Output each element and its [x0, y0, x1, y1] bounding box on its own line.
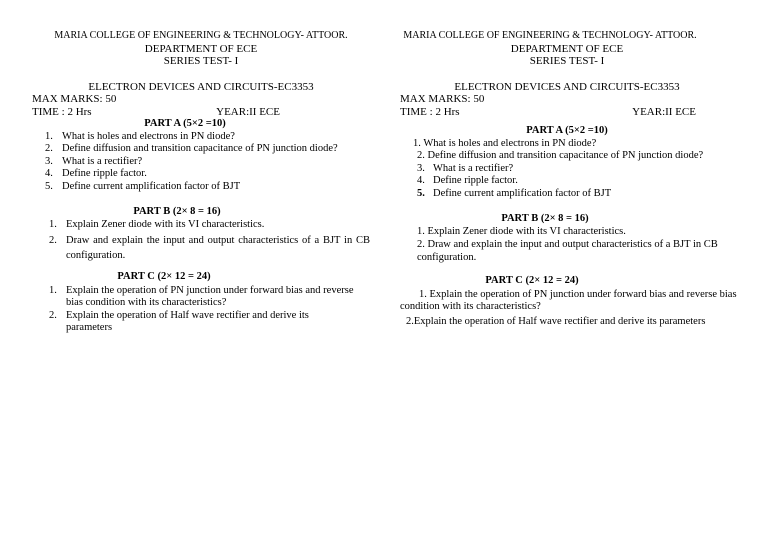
- item-number: 1.: [413, 137, 421, 149]
- exam-time: TIME : 2 Hrs: [400, 105, 460, 118]
- list-item: [32, 168, 370, 181]
- test-name: SERIES TEST- I: [163, 55, 239, 67]
- item-text: What is a rectifier?: [62, 155, 143, 167]
- part-a-title: PART A (5×2 =10): [144, 118, 226, 129]
- item-text: Define diffusion and transition capacitance of PN junction diode?: [427, 150, 704, 161]
- list-item: [32, 131, 370, 144]
- list-item: [400, 175, 740, 188]
- part-c-list: [400, 289, 740, 329]
- part-a-list: [400, 138, 740, 201]
- item-text: Explain Zener diode with its VI characteristics.: [66, 218, 265, 230]
- part-a-title: PART A (5×2 =10): [526, 125, 608, 136]
- item-number: 1.: [49, 218, 57, 230]
- time-year-row: [32, 106, 280, 119]
- item-number: 4.: [417, 175, 425, 186]
- item-number: 5.: [417, 187, 425, 199]
- list-item: [32, 233, 370, 263]
- item-number: 3.: [417, 162, 425, 174]
- exam-year: YEAR:II ECE: [216, 105, 280, 118]
- part-c-list: [32, 285, 370, 335]
- department-name: DEPARTMENT OF ECE: [144, 42, 258, 55]
- item-text: Explain the operation of PN junction under forward bias and reverse bias condition with its characteristics?: [66, 284, 354, 308]
- test-name: SERIES TEST- I: [529, 55, 605, 67]
- exam-time: TIME : 2 Hrs: [32, 105, 92, 118]
- part-c-title: PART C (2× 12 = 24): [117, 271, 211, 282]
- subject-title: ELECTRON DEVICES AND CIRCUITS-EC3353: [88, 80, 314, 93]
- item-number: 5.: [45, 180, 53, 192]
- time-year-row: [400, 106, 696, 119]
- list-item: [400, 188, 740, 201]
- list-item: [400, 239, 740, 264]
- item-number: 2.: [406, 315, 414, 327]
- list-item: [32, 219, 370, 232]
- list-item: [400, 226, 740, 239]
- item-number: 2.: [417, 150, 425, 161]
- part-b-title: PART B (2× 8 = 16): [133, 206, 221, 217]
- subject-title: ELECTRON DEVICES AND CIRCUITS-EC3353: [454, 80, 680, 93]
- max-marks: MAX MARKS: 50: [32, 93, 117, 105]
- list-item: [32, 181, 370, 194]
- item-number: 1.: [417, 225, 425, 237]
- item-number: 2.: [49, 309, 57, 321]
- item-text: Draw and explain the input and output characteristics of a BJT in CB configuration.: [66, 235, 370, 261]
- item-text: What is holes and electrons in PN diode?: [423, 137, 597, 149]
- list-item: [400, 289, 740, 314]
- item-text: Explain the operation of PN junction under forward bias and reverse bias condition with its characteristics?: [400, 288, 737, 312]
- item-text: What is a rectifier?: [433, 162, 514, 174]
- college-name: MARIA COLLEGE OF ENGINEERING & TECHNOLOGY- ATTOOR.: [54, 30, 348, 41]
- item-text: Explain the operation of Half wave rectifier and derive its parameters: [413, 315, 706, 327]
- max-marks: MAX MARKS: 50: [400, 93, 485, 105]
- part-a-list: [32, 131, 370, 194]
- exam-year: YEAR:II ECE: [632, 105, 696, 118]
- item-text: Explain the operation of Half wave rectifier and derive its parameters: [66, 309, 309, 333]
- part-b-list: [400, 226, 740, 265]
- list-item: [32, 156, 370, 169]
- item-text: Define ripple factor.: [62, 168, 147, 179]
- item-number: 2.: [417, 239, 425, 250]
- list-item: [400, 163, 740, 176]
- list-item: [32, 310, 370, 335]
- list-item: [400, 150, 740, 163]
- item-text: Define diffusion and transition capacitance of PN junction diode?: [62, 143, 338, 154]
- item-number: 2.: [49, 235, 57, 246]
- list-item: [32, 285, 370, 310]
- item-number: 3.: [45, 155, 53, 167]
- item-number: 1.: [49, 284, 57, 296]
- part-c-title: PART C (2× 12 = 24): [485, 275, 579, 286]
- college-name: MARIA COLLEGE OF ENGINEERING & TECHNOLOGY- ATTOOR.: [403, 30, 697, 41]
- item-number: 4.: [45, 168, 53, 179]
- item-text: What is holes and electrons in PN diode?: [62, 130, 235, 142]
- part-b-title: PART B (2× 8 = 16): [501, 213, 589, 224]
- item-text: Explain Zener diode with its VI characteristics.: [427, 225, 626, 237]
- item-number: 1.: [419, 288, 427, 300]
- item-text: Define ripple factor.: [433, 175, 518, 186]
- item-text: Define current amplification factor of BJT: [433, 187, 612, 199]
- item-number: 2.: [45, 143, 53, 154]
- part-b-list: [32, 219, 370, 264]
- item-text: Draw and explain the input and output characteristics of a BJT in CB configuration.: [417, 239, 718, 263]
- list-item: [400, 138, 740, 151]
- list-item: [400, 316, 740, 329]
- list-item: [32, 143, 370, 156]
- question-paper-left: [32, 30, 370, 335]
- question-paper-right: [400, 30, 740, 328]
- item-number: 1.: [45, 130, 53, 142]
- item-text: Define current amplification factor of BJT: [62, 180, 241, 192]
- department-name: DEPARTMENT OF ECE: [510, 42, 624, 55]
